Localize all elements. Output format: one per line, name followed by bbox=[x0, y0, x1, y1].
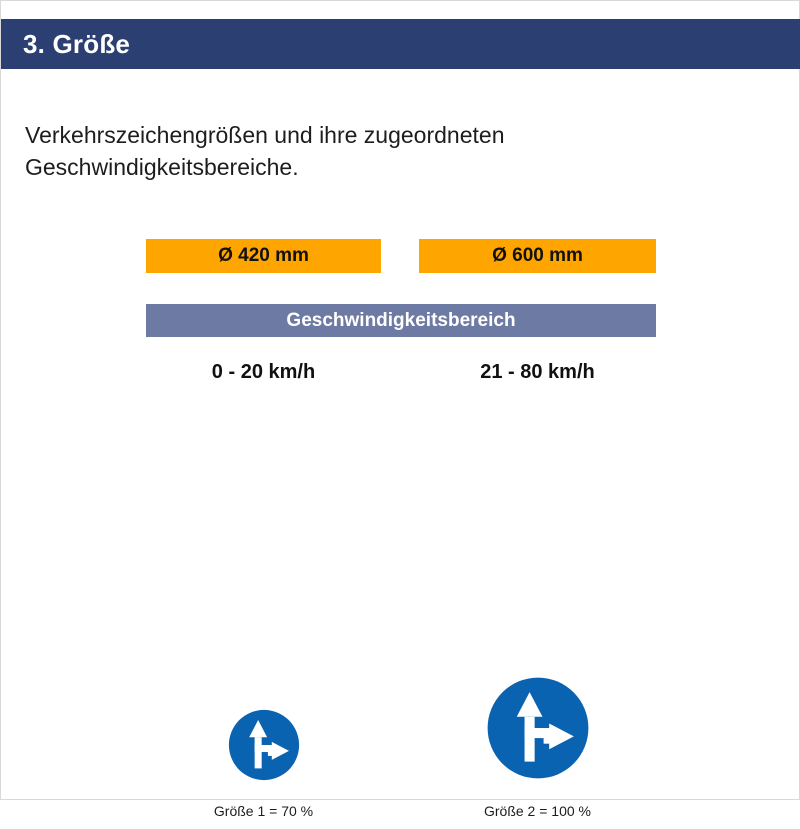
sign-caption-2: Größe 2 = 100 % bbox=[483, 803, 591, 819]
sign-caption-1: Größe 1 = 70 % bbox=[213, 803, 314, 819]
speed-value-2: 21 - 80 km/h bbox=[480, 361, 595, 383]
page-title: 3. Größe bbox=[23, 28, 131, 59]
section-header-bar bbox=[1, 19, 800, 69]
intro-line-1: Verkehrszeichengrößen und ihre zugeordneten bbox=[25, 122, 505, 148]
vorgeschriebene-fahrtrichtung-geradeaus-oder-rechts-icon bbox=[482, 672, 594, 784]
size-header-row bbox=[1, 239, 800, 273]
speed-value-1: 0 - 20 km/h bbox=[211, 361, 316, 383]
intro-line-2: Geschwindigkeitsbereiche. bbox=[25, 154, 299, 180]
sign-column-2 bbox=[419, 659, 656, 819]
size-header-cell-1: Ø 420 mm bbox=[146, 239, 381, 273]
sign-column-1 bbox=[146, 659, 381, 819]
vorgeschriebene-fahrtrichtung-geradeaus-oder-rechts-icon bbox=[225, 706, 303, 784]
speed-band-header: Geschwindigkeitsbereich bbox=[146, 304, 656, 337]
size-table bbox=[1, 239, 800, 819]
sign-holder-large bbox=[419, 659, 656, 784]
sign-row bbox=[1, 659, 800, 829]
speed-values-row bbox=[1, 361, 800, 387]
intro-paragraph bbox=[25, 119, 685, 183]
size-header-cell-2: Ø 600 mm bbox=[419, 239, 656, 273]
sign-holder-small bbox=[146, 659, 381, 784]
